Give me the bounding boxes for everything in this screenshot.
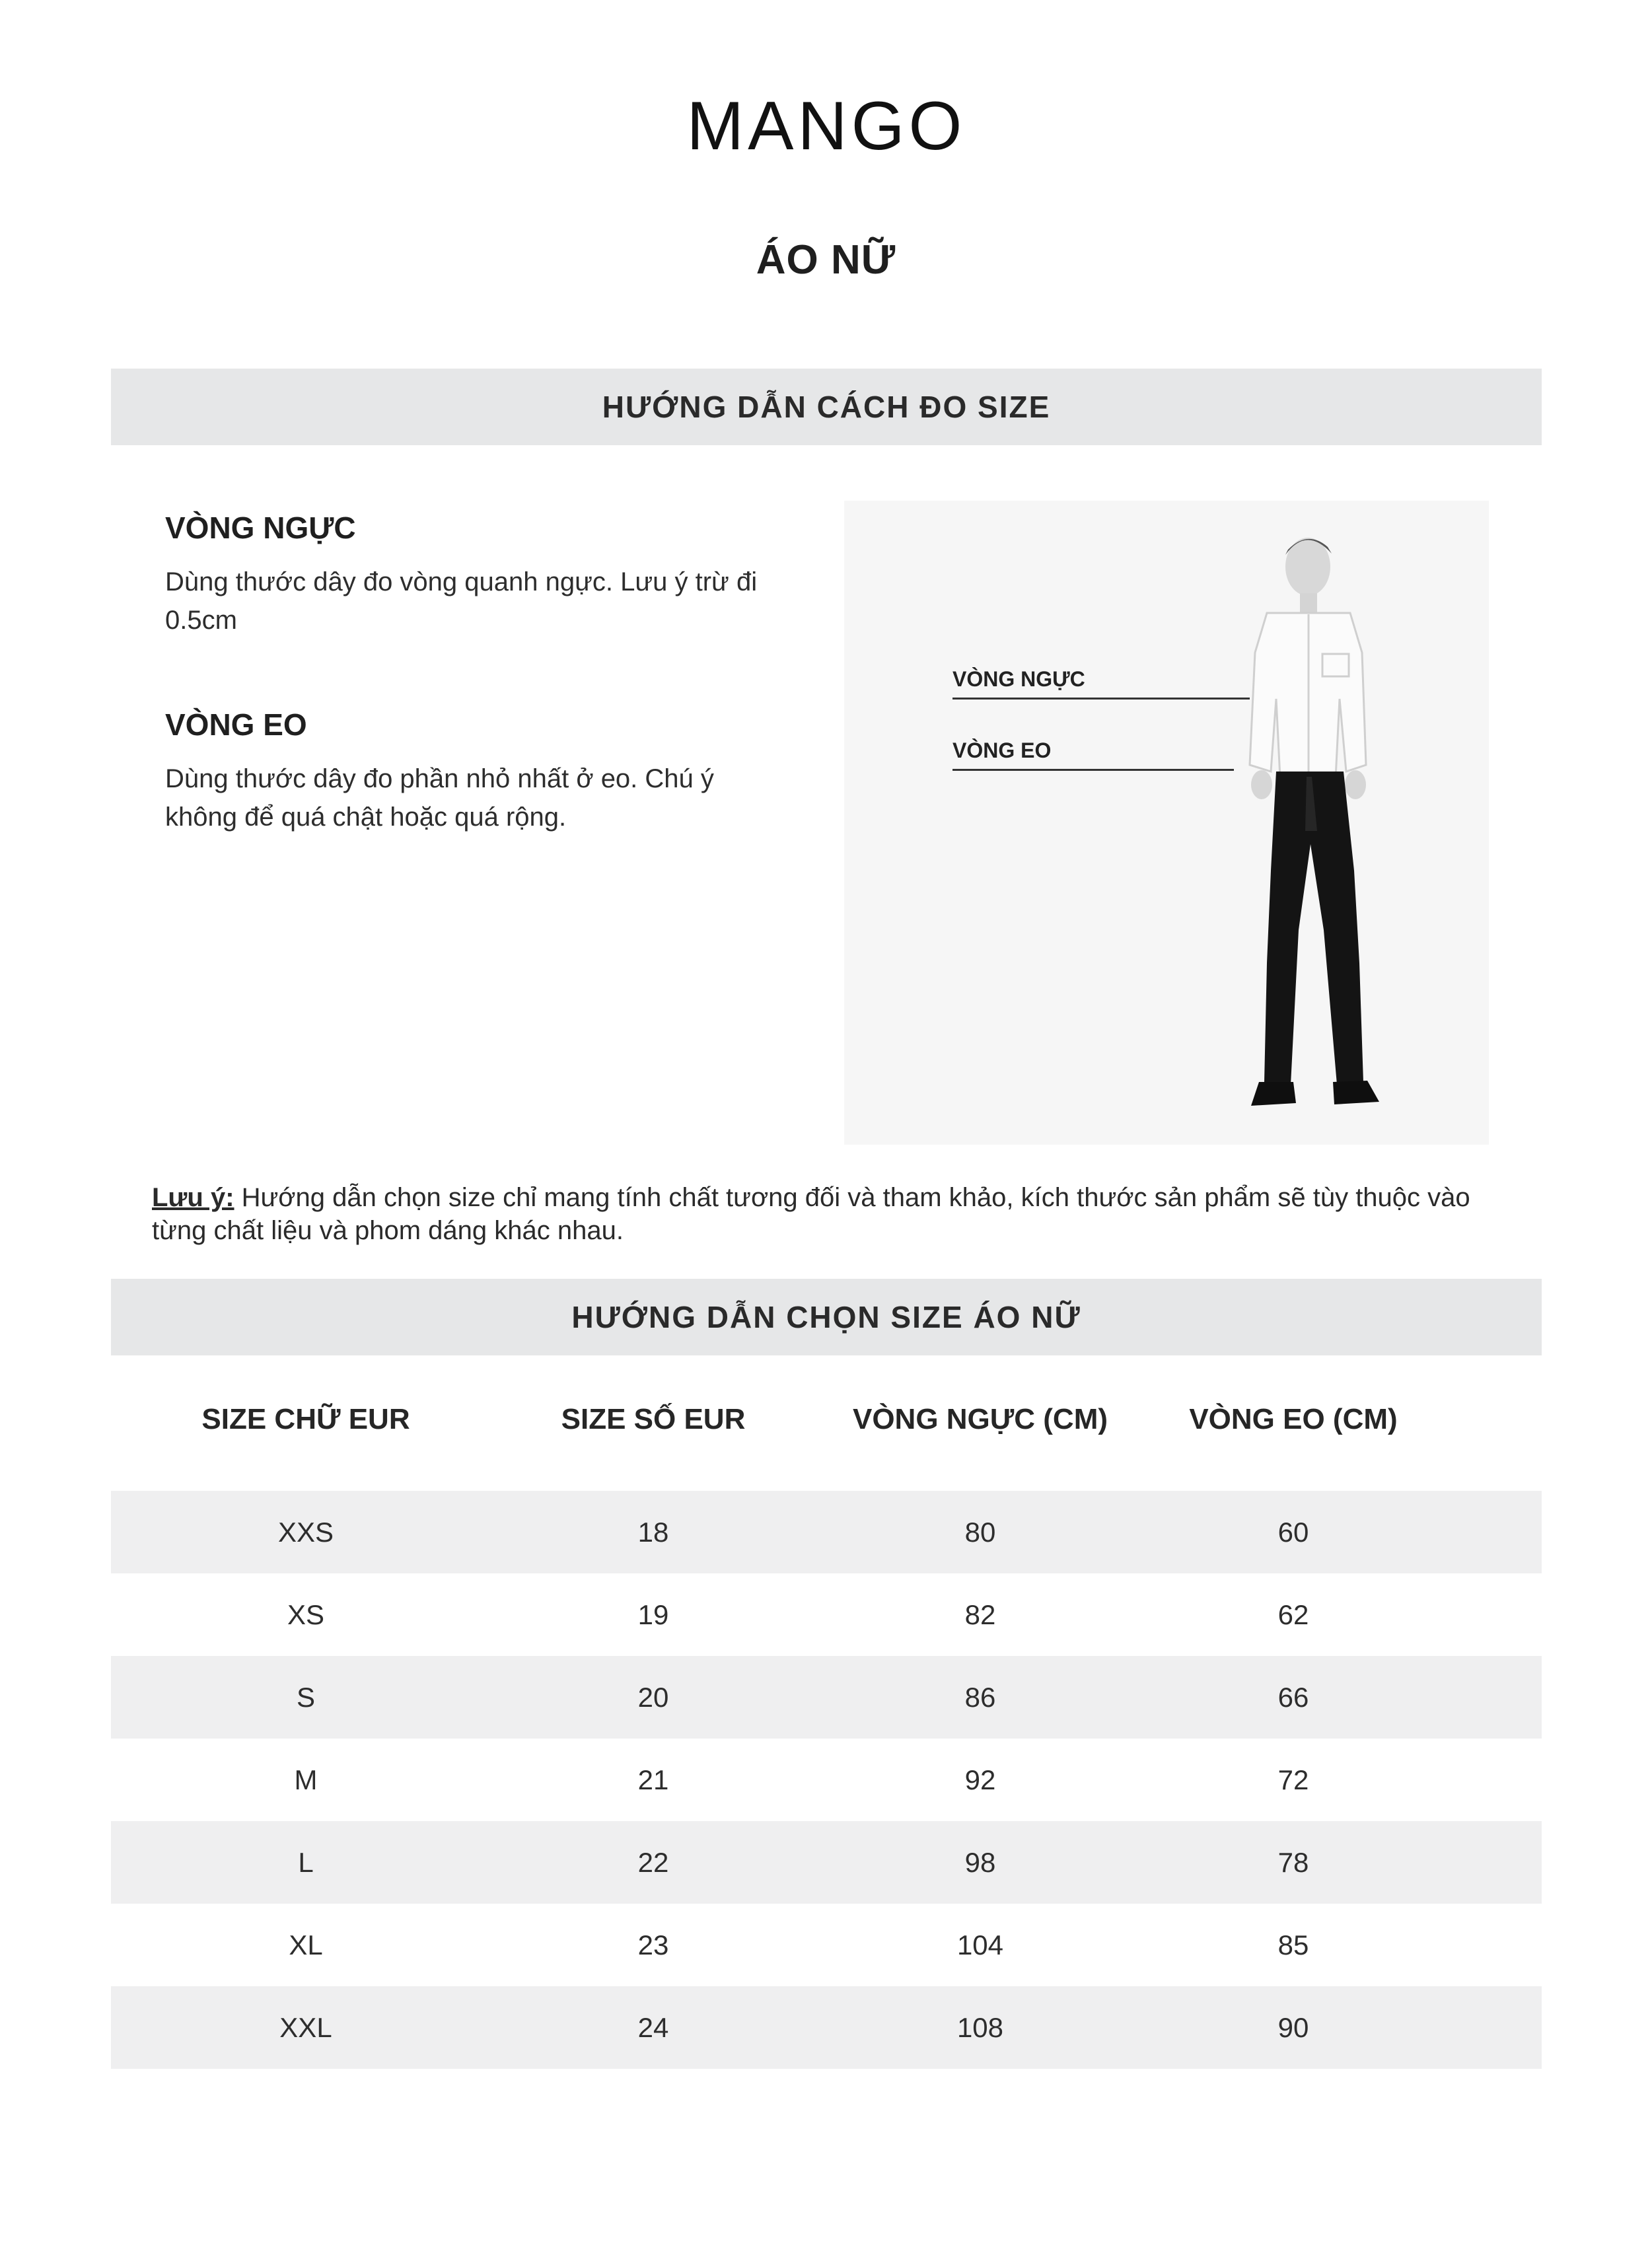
disclaimer-note — [152, 1181, 1499, 1247]
column-header-number-size: SIZE SỐ EUR — [561, 1403, 746, 1435]
cell-waist: 66 — [1277, 1682, 1309, 1713]
cell-waist: 60 — [1277, 1517, 1309, 1548]
note-label: Lưu ý: — [152, 1183, 234, 1212]
model-photo — [844, 501, 1489, 1145]
column-header-waist: VÒNG EO (CM) — [1189, 1403, 1398, 1435]
cell-chest: 104 — [956, 1929, 1004, 1960]
cell-letter-size: M — [294, 1764, 318, 1795]
measure-section-heading: HƯỚNG DẪN CÁCH ĐO SIZE — [111, 369, 1542, 445]
cell-chest: 92 — [964, 1764, 996, 1795]
cell-chest: 82 — [964, 1599, 996, 1630]
column-header-letter-size: SIZE CHỮ EUR — [201, 1403, 410, 1435]
cell-number-size: 18 — [637, 1517, 669, 1548]
photo-line-chest — [952, 698, 1250, 700]
cell-letter-size: XXL — [279, 2012, 332, 2043]
table-row — [111, 1656, 1542, 1739]
cell-waist: 90 — [1277, 2012, 1309, 2043]
cell-waist: 78 — [1277, 1847, 1309, 1878]
note-text: Hướng dẫn chọn size chỉ mang tính chất tương đối và tham khảo, kích thước sản phẩm sẽ tùy thuộc vào từng chất liệu và phom dáng khác nhau. — [152, 1183, 1470, 1245]
cell-number-size: 21 — [637, 1764, 669, 1795]
cell-letter-size: XS — [287, 1599, 325, 1630]
mango-logo-icon — [661, 92, 991, 159]
page-title: ÁO NỮ — [756, 237, 896, 283]
column-header-chest: VÒNG NGỰC (CM) — [852, 1403, 1108, 1435]
cell-chest: 80 — [964, 1517, 996, 1548]
measure-item-chest — [165, 510, 760, 639]
cell-waist: 62 — [1277, 1599, 1309, 1630]
measure-item-waist — [165, 707, 760, 836]
model-figure-illustration — [844, 501, 1489, 1145]
measure-item-title: VÒNG NGỰC — [165, 511, 356, 545]
cell-waist: 72 — [1277, 1764, 1309, 1795]
size-table-header — [111, 1403, 1542, 1456]
brand-logo — [0, 92, 1652, 162]
photo-line-waist — [952, 769, 1234, 771]
table-row — [111, 1986, 1542, 2069]
cell-letter-size: L — [298, 1847, 314, 1878]
cell-chest: 86 — [964, 1682, 996, 1713]
cell-chest: 98 — [964, 1847, 996, 1878]
cell-number-size: 19 — [637, 1599, 669, 1630]
photo-label-waist: VÒNG EO — [952, 738, 1052, 762]
cell-number-size: 22 — [637, 1847, 669, 1878]
table-row — [111, 1904, 1542, 1986]
table-row — [111, 1491, 1542, 1573]
size-section-heading: HƯỚNG DẪN CHỌN SIZE ÁO NỮ — [111, 1279, 1542, 1355]
measure-item-title: VÒNG EO — [165, 707, 307, 742]
table-row — [111, 1573, 1542, 1656]
cell-number-size: 24 — [637, 2012, 669, 2043]
photo-label-chest: VÒNG NGỰC — [952, 667, 1085, 691]
table-row — [111, 1821, 1542, 1904]
cell-letter-size: XXS — [277, 1517, 334, 1548]
measure-item-description: Dùng thước dây đo phần nhỏ nhất ở eo. Chú ý không để quá chật hoặc quá rộng. — [165, 764, 714, 832]
table-row — [111, 1739, 1542, 1821]
cell-number-size: 23 — [637, 1929, 669, 1960]
cell-letter-size: XL — [289, 1929, 323, 1960]
cell-letter-size: S — [296, 1682, 315, 1713]
logo-text: MANGO — [686, 92, 966, 159]
cell-number-size: 20 — [637, 1682, 669, 1713]
measure-item-description: Dùng thước dây đo vòng quanh ngực. Lưu ý trừ đi 0.5cm — [165, 567, 758, 635]
cell-chest: 108 — [956, 2012, 1004, 2043]
size-table — [111, 1491, 1542, 2069]
cell-waist: 85 — [1277, 1929, 1309, 1960]
